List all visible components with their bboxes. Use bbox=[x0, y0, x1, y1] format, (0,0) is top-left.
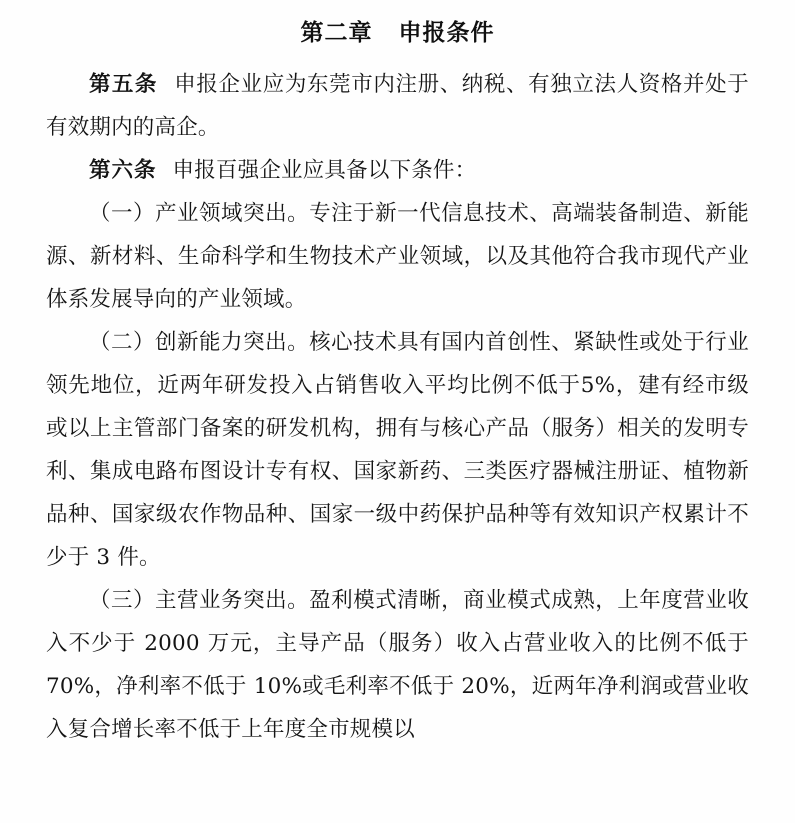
paragraph-article-6 bbox=[46, 149, 749, 192]
paragraph-text: （一）产业领域突出。专注于新一代信息技术、高端装备制造、新能源、新材料、生命科学和生物技术产业领域，以及其他符合我市现代产业体系发展导向的产业领域。 bbox=[46, 201, 749, 312]
chapter-heading bbox=[46, 14, 749, 47]
paragraph-text: （二）创新能力突出。核心技术具有国内首创性、紧缺性或处于行业领先地位，近两年研发投入占销售收入平均比例不低于5%，建有经市级或以上主管部门备案的研发机构，拥有与核心产品（服务）相关的发明专利、集成电路布图设计专有权、国家新药、三类医疗器械注册证、植物新品种、国家级农作物品种、国家一级中药保护品种等有效知识产权累计不少于 3 件。 bbox=[46, 330, 749, 570]
chapter-title-text: 申报条件 bbox=[398, 19, 495, 46]
paragraph-text: （三）主营业务突出。盈利模式清晰，商业模式成熟，上年度营业收入不少于 2000 万元，主导产品（服务）收入占营业收入的比例不低于 70%，净利率不低于 10%或毛利率不低于 20%，近两年净利润或营业收入复合增长率不低于上年度全市规模以 bbox=[46, 588, 749, 742]
chapter-number: 第二章 bbox=[300, 19, 373, 46]
paragraph-item-3 bbox=[46, 579, 749, 751]
article-label-5: 第五条 bbox=[89, 72, 158, 97]
paragraph-text: 申报百强企业应具备以下条件： bbox=[172, 158, 477, 183]
paragraph-item-2 bbox=[46, 321, 749, 579]
paragraph-item-1 bbox=[46, 192, 749, 321]
article-label-6: 第六条 bbox=[89, 158, 157, 183]
paragraph-text: 申报企业应为东莞市内注册、纳税、有独立法人资格并处于有效期内的高企。 bbox=[46, 72, 749, 140]
paragraph-article-5 bbox=[46, 63, 749, 149]
